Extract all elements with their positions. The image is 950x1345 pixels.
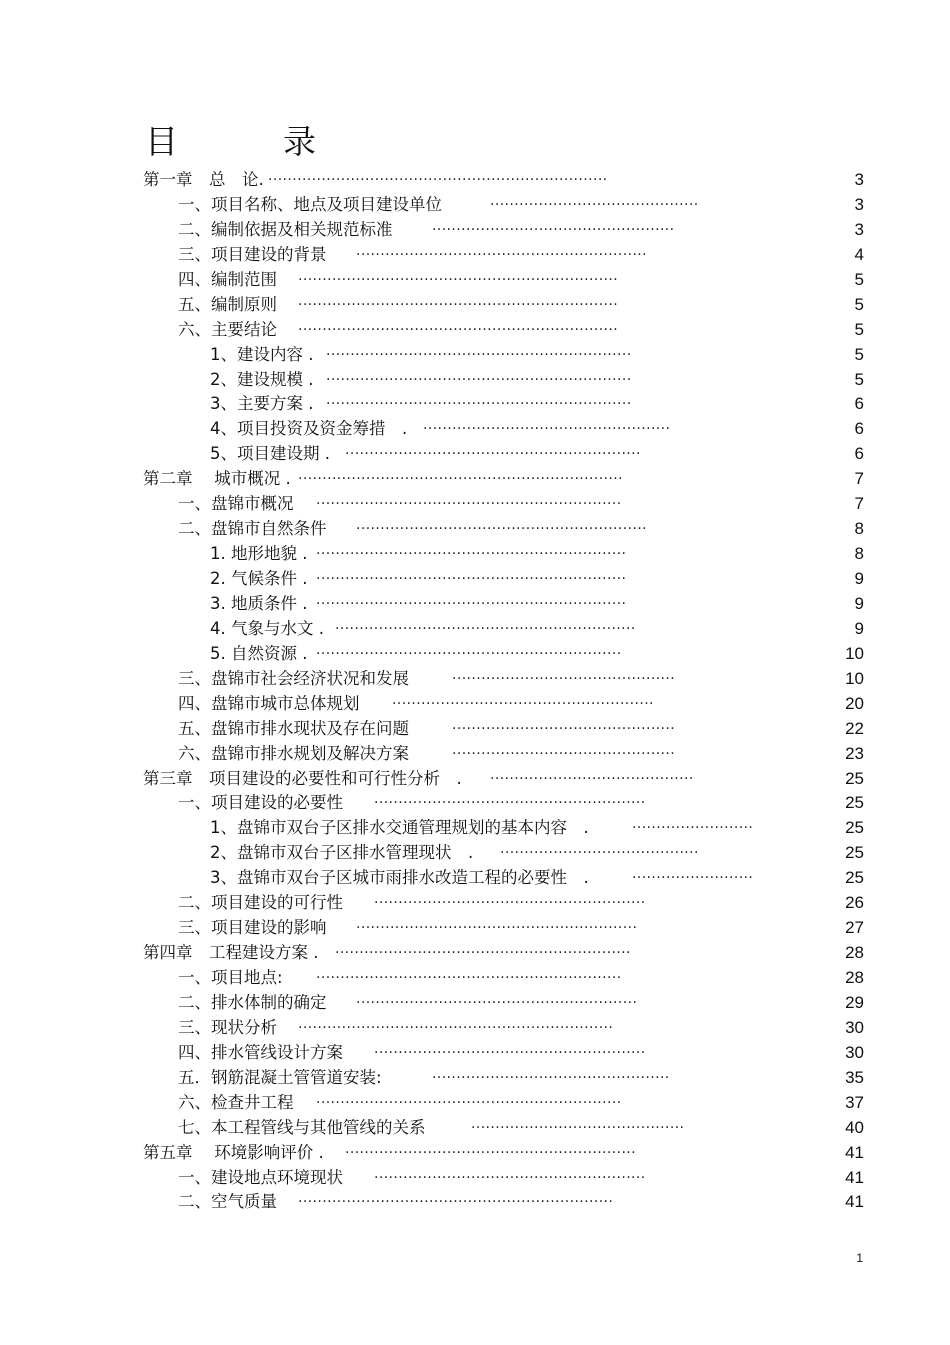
toc-entry-label: 第二章 城市概况 . <box>143 469 291 489</box>
toc-entry-page-number: 5 <box>854 294 864 314</box>
toc-entry-page-number: 25 <box>845 768 864 788</box>
toc-entry-page-number: 5 <box>854 269 864 289</box>
toc-entry-label: 五．钢筋混凝土管管道安装: <box>178 1067 382 1087</box>
toc-entry-page-number: 30 <box>845 1042 864 1062</box>
dot-leader: ............................................................... <box>326 392 632 409</box>
toc-entry-label: 一、项目建设的必要性 <box>178 793 343 813</box>
toc-entry-label: 1. 地形地貌 . <box>210 544 308 564</box>
toc-entry-label: 三、现状分析 <box>178 1017 277 1037</box>
toc-entry-page-number: 25 <box>845 818 864 838</box>
toc-entry[interactable] <box>0 1189 950 1214</box>
dot-leader: .............................................. <box>452 741 676 758</box>
toc-entry-label: 六、盘锦市排水规划及解决方案 <box>178 743 409 763</box>
toc-entry-label: 3、主要方案 . <box>210 394 314 414</box>
toc-entry-label: 三、盘锦市社会经济状况和发展 <box>178 668 409 688</box>
dot-leader: ............................................................... <box>316 966 622 982</box>
toc-entry[interactable] <box>0 790 950 815</box>
toc-entry[interactable] <box>0 815 950 840</box>
dot-leader: ...................................................................... <box>268 168 608 184</box>
dot-leader: ............................................ <box>471 1115 685 1132</box>
toc-entry-label: 六、检查井工程 <box>178 1092 294 1112</box>
toc-entry-label: 3. 地质条件 . <box>210 593 308 613</box>
toc-entry-page-number: 5 <box>854 319 864 339</box>
toc-entry-page-number: 5 <box>854 344 864 364</box>
dot-leader: ................................................. <box>432 1065 670 1082</box>
dot-leader: ................................................................ <box>316 591 627 608</box>
dot-leader: ............................................................. <box>335 941 631 958</box>
dot-leader: .................................................. <box>432 217 675 234</box>
toc-entry-page-number: 25 <box>845 868 864 888</box>
toc-entry-label: 四、排水管线设计方案 <box>178 1042 343 1062</box>
dot-leader: ............................................................ <box>356 242 648 259</box>
toc-entry-page-number: 6 <box>854 419 864 439</box>
dot-leader: .............................................. <box>452 716 676 733</box>
dot-leader: ................................................................ <box>316 542 627 559</box>
toc-entry-page-number: 20 <box>845 693 864 713</box>
toc-entry-label: 一、项目名称、地点及项目建设单位 <box>178 194 442 214</box>
toc-entry-page-number: 9 <box>854 593 864 613</box>
toc-entry-label: 五、盘锦市排水现状及存在问题 <box>178 718 409 738</box>
toc-entry-page-number: 10 <box>845 643 864 663</box>
toc-entry-label: 2. 气候条件 . <box>210 569 308 588</box>
dot-leader: ................................................................. <box>298 1015 614 1032</box>
dot-leader: .................................................................. <box>298 267 619 284</box>
toc-entry-label: 3、盘锦市双台子区城市雨排水改造工程的必要性 . <box>210 868 589 888</box>
toc-entry-page-number: 28 <box>845 968 864 987</box>
toc-entry-page-number: 41 <box>845 1142 864 1162</box>
toc-entry-page-number: 26 <box>845 893 864 913</box>
dot-leader: ......................... <box>632 866 754 883</box>
toc-entry-page-number: 4 <box>854 244 864 264</box>
toc-entry-page-number: 25 <box>845 843 864 863</box>
toc-entry-label: 一、盘锦市概况 <box>178 494 294 514</box>
toc-entry-label: 六、主要结论 <box>178 319 277 339</box>
page-title: 目 录 <box>145 122 352 161</box>
toc-entry-label: 4. 气象与水文 . <box>210 618 324 638</box>
toc-entry-label: 四、盘锦市城市总体规划 <box>178 693 360 713</box>
dot-leader: ........................................................ <box>374 1165 646 1182</box>
toc-entry-page-number: 3 <box>854 170 864 189</box>
toc-entry-page-number: 7 <box>854 494 864 514</box>
dot-leader: .......................................... <box>490 766 694 783</box>
toc-entry-label: 二、项目建设的可行性 <box>178 893 343 913</box>
toc-entry-page-number: 6 <box>854 444 864 464</box>
dot-leader: .................................................................. <box>298 292 619 309</box>
dot-leader: ............................................................... <box>316 1090 622 1107</box>
toc-entry-page-number: 25 <box>845 793 864 813</box>
toc-entry-page-number: 27 <box>845 918 864 938</box>
toc-entry-label: 第四章 工程建设方案 . <box>143 943 319 963</box>
toc-entry[interactable] <box>0 741 950 766</box>
toc-entry-page-number: 9 <box>854 618 864 638</box>
toc-entry-label: 五、编制原则 <box>178 294 277 314</box>
toc-entry-label: 四、编制范围 <box>178 269 277 289</box>
toc-entry-page-number: 9 <box>854 569 864 588</box>
toc-entry-label: 2、盘锦市双台子区排水管理现状 . <box>210 843 474 863</box>
dot-leader: .................................................................. <box>298 317 619 334</box>
toc-entry-page-number: 30 <box>845 1017 864 1037</box>
dot-leader: .............................................................. <box>335 616 636 633</box>
toc-entry-page-number: 7 <box>854 469 864 489</box>
toc-entry-page-number: 41 <box>845 1167 864 1187</box>
dot-leader: ........................................... <box>490 192 699 209</box>
dot-leader: ................................................... <box>423 417 671 434</box>
dot-leader: ........................................................ <box>374 791 646 808</box>
page-number: 1 <box>856 1251 863 1265</box>
toc-entry-page-number: 22 <box>845 718 864 738</box>
toc-entry-page-number: 37 <box>845 1092 864 1112</box>
dot-leader: ............................................................ <box>356 517 648 534</box>
dot-leader: ................................................................ <box>316 567 627 583</box>
dot-leader: ................................................................. <box>298 1190 614 1207</box>
toc-entry-label: 1、盘锦市双台子区排水交通管理规划的基本内容 . <box>210 818 589 838</box>
toc-entry-page-number: 8 <box>854 519 864 539</box>
toc-entry-page-number: 23 <box>845 743 864 763</box>
toc-entry-label: 第一章 总 论. <box>143 170 264 189</box>
dot-leader: ............................................................... <box>326 342 632 359</box>
table-of-contents <box>0 167 950 1214</box>
dot-leader: ......................... <box>632 816 754 833</box>
toc-entry-label: 一、建设地点环境现状 <box>178 1167 343 1187</box>
dot-leader: ............................................................... <box>316 641 622 658</box>
toc-entry-label: 七、本工程管线与其他管线的关系 <box>178 1117 426 1137</box>
toc-entry-label: 三、项目建设的背景 <box>178 244 327 264</box>
toc-entry-page-number: 35 <box>845 1067 864 1087</box>
dot-leader: ...................................................... <box>392 691 654 708</box>
dot-leader: .......................................................... <box>356 990 638 1007</box>
dot-leader: ......................................... <box>500 841 699 858</box>
toc-entry-page-number: 5 <box>854 369 864 389</box>
toc-entry-page-number: 41 <box>845 1192 864 1212</box>
toc-entry-label: 二、编制依据及相关规范标准 <box>178 219 393 239</box>
toc-entry-label: 二、盘锦市自然条件 <box>178 519 327 539</box>
toc-entry-label: 一、项目地点: <box>178 968 283 987</box>
toc-entry[interactable] <box>0 840 950 865</box>
toc-entry-label: 二、排水体制的确定 <box>178 992 327 1012</box>
toc-entry-page-number: 8 <box>854 544 864 564</box>
toc-entry-label: 1、建设内容 . <box>210 344 314 364</box>
toc-entry-label: 5、项目建设期 . <box>210 444 330 464</box>
toc-entry-label: 三、项目建设的影响 <box>178 918 327 938</box>
toc-entry-page-number: 28 <box>845 943 864 963</box>
toc-entry-label: 2、建设规模 . <box>210 369 314 389</box>
dot-leader: ............................................................... <box>316 492 622 509</box>
toc-entry-page-number: 3 <box>854 219 864 239</box>
dot-leader: ........................................................ <box>374 891 646 908</box>
toc-entry-page-number: 3 <box>854 194 864 214</box>
dot-leader: ............................................................... <box>326 367 632 384</box>
toc-entry-page-number: 10 <box>845 668 864 688</box>
dot-leader: ............................................................. <box>345 442 641 459</box>
dot-leader: ............................................................ <box>345 1140 637 1157</box>
toc-entry-label: 二、空气质量 <box>178 1192 277 1212</box>
dot-leader: .......................................................... <box>356 916 638 933</box>
toc-entry[interactable] <box>0 167 950 192</box>
toc-entry-page-number: 40 <box>845 1117 864 1137</box>
toc-entry-page-number: 6 <box>854 394 864 414</box>
dot-leader: .............................................. <box>452 666 676 683</box>
toc-entry-label: 4、项目投资及资金筹措 . <box>210 419 408 439</box>
toc-entry-page-number: 29 <box>845 992 864 1012</box>
dot-leader: ................................................................... <box>298 467 623 484</box>
dot-leader: ........................................................ <box>374 1040 646 1057</box>
toc-entry-label: 第五章 环境影响评价 . <box>143 1142 324 1162</box>
toc-entry-label: 第三章 项目建设的必要性和可行性分析 . <box>143 768 462 788</box>
toc-entry-label: 5. 自然资源 . <box>210 643 308 663</box>
